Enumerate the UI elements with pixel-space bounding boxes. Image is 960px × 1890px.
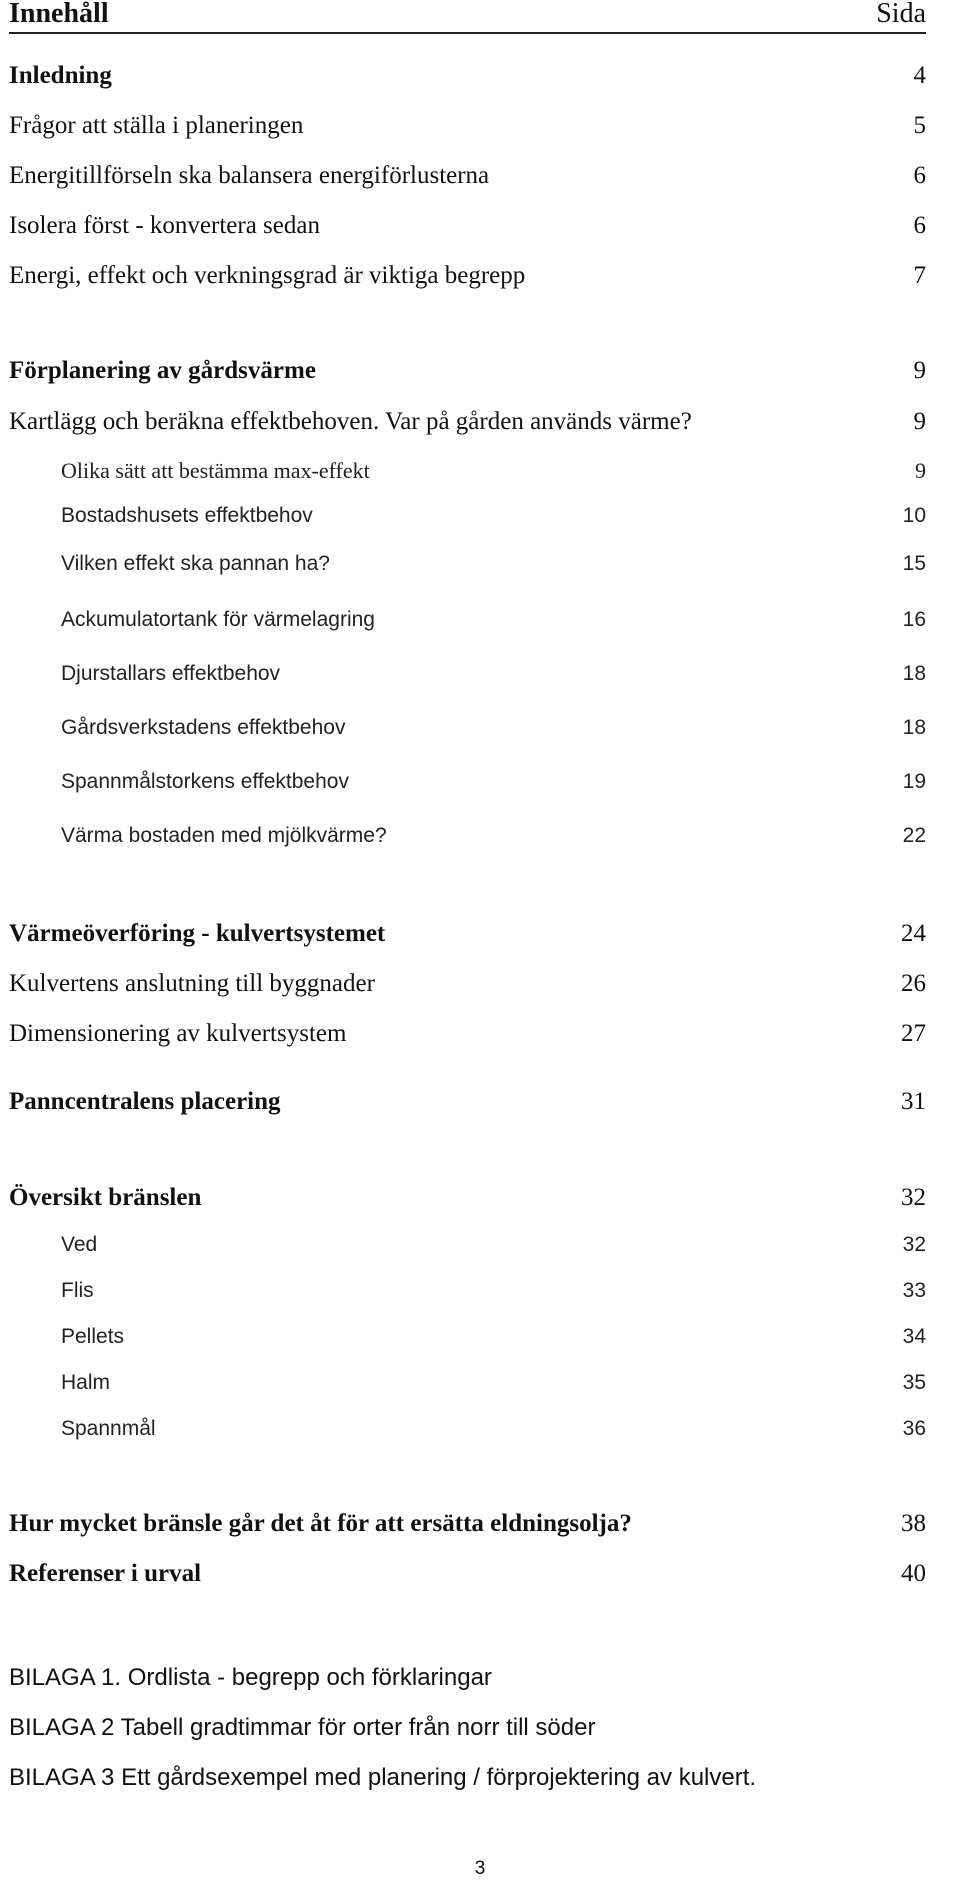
toc-header [9,0,926,34]
toc-entry[interactable]: Kartlägg och beräkna effektbehoven. Var på gården används värme? 9 [9,408,926,435]
toc-entry[interactable]: Dimensionering av kulvertsystem 27 [9,1020,926,1047]
toc-subentry[interactable]: Djurstallars effektbehov 18 [61,662,926,685]
toc-subentry[interactable]: Olika sätt att bestämma max-effekt 9 [61,458,926,483]
toc-subentry[interactable]: Värma bostaden med mjölkvärme? 22 [61,824,926,847]
toc-entry[interactable]: Referenser i urval 40 [9,1560,926,1587]
appendix-entry[interactable]: BILAGA 3 Ett gårdsexempel med planering / förprojektering av kulvert. [9,1764,757,1791]
toc-entry[interactable]: Energitillförseln ska balansera energiförlusterna 6 [9,162,926,189]
appendix-entry[interactable]: BILAGA 2 Tabell gradtimmar för orter från norr till söder [9,1714,596,1741]
toc-subentry[interactable]: Ackumulatortank för värmelagring 16 [61,608,926,631]
toc-subentry[interactable]: Ved 32 [61,1233,926,1256]
toc-subentry[interactable]: Spannmålstorkens effektbehov 19 [61,770,926,793]
toc-entry[interactable]: Värmeöverföring - kulvertsystemet 24 [9,920,926,947]
toc-entry[interactable]: Översikt bränslen 32 [9,1184,926,1211]
toc-subentry[interactable]: Vilken effekt ska pannan ha? 15 [61,552,926,575]
toc-subentry[interactable]: Bostadshusets effektbehov 10 [61,504,926,527]
toc-subentry[interactable]: Spannmål 36 [61,1417,926,1440]
toc-subentry[interactable]: Flis 33 [61,1279,926,1302]
toc-entry[interactable]: Panncentralens placering 31 [9,1088,926,1115]
toc-entry[interactable]: Hur mycket bränsle går det åt för att ersätta eldningsolja? 38 [9,1510,926,1537]
toc-subentry[interactable]: Halm 35 [61,1371,926,1394]
toc-entry[interactable]: Energi, effekt och verkningsgrad är viktiga begrepp 7 [9,262,926,289]
toc-subentry[interactable]: Pellets 34 [61,1325,926,1348]
appendix-entry[interactable]: BILAGA 1. Ordlista - begrepp och förklaringar [9,1664,492,1691]
toc-subentry[interactable]: Gårdsverkstadens effektbehov 18 [61,716,926,739]
toc-entry[interactable]: Kulvertens anslutning till byggnader 26 [9,970,926,997]
toc-entry[interactable]: Isolera först - konvertera sedan 6 [9,212,926,239]
page-number: 3 [474,1858,486,1879]
toc-heading: Innehåll [9,0,109,29]
toc-entry[interactable]: Inledning 4 [9,62,926,89]
toc-entry[interactable]: Frågor att ställa i planeringen 5 [9,112,926,139]
page-column-heading: Sida [876,0,926,29]
toc-entry[interactable]: Förplanering av gårdsvärme 9 [9,357,926,384]
